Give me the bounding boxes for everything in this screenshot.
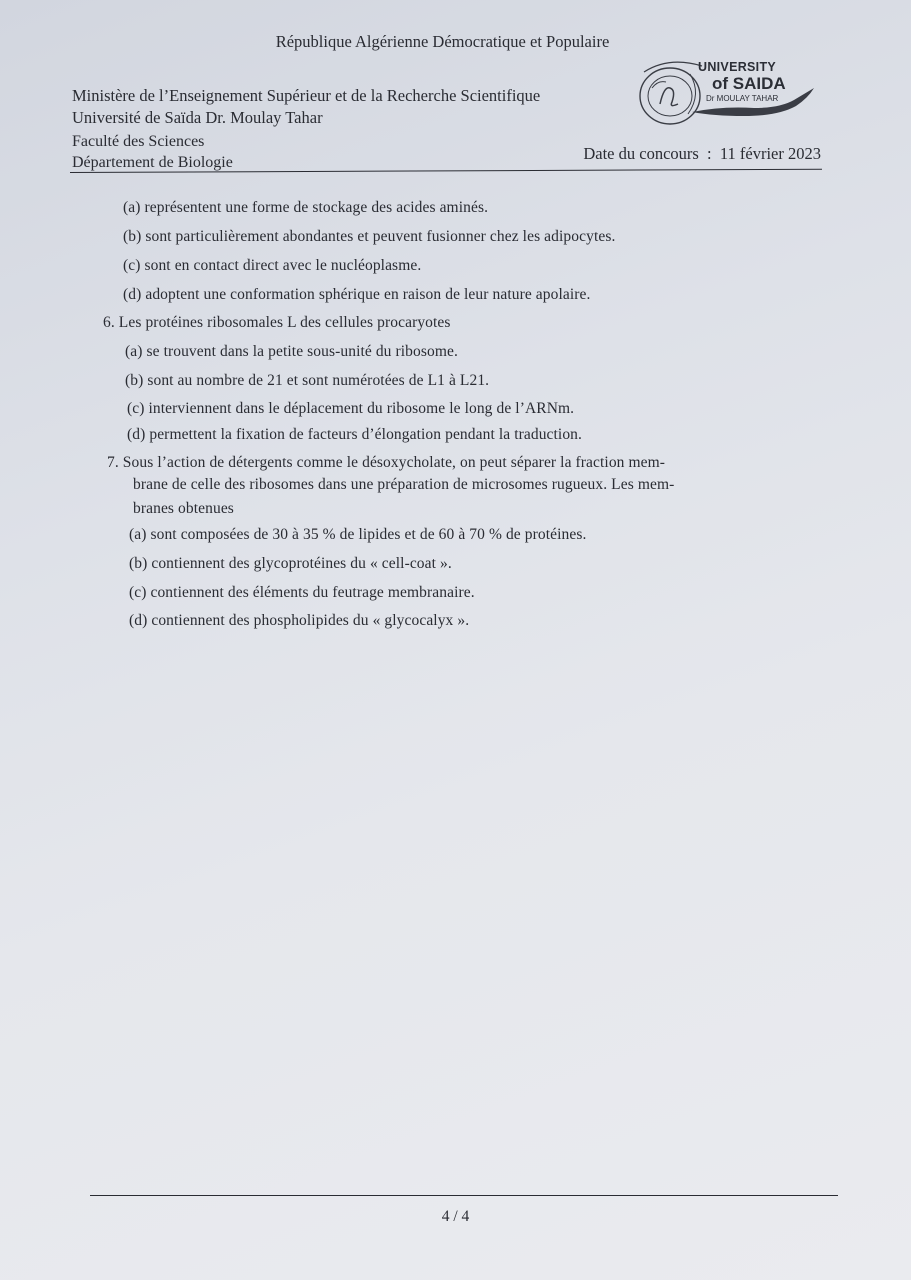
q5-option-d: (d) adoptent une conformation sphérique en raison de leur nature apolaire. [123,286,591,303]
q7-option-a: (a) sont composées de 30 à 35 % de lipides et de 60 à 70 % de protéines. [129,526,587,543]
university-logo [632,54,818,136]
logo-text-university: UNIVERSITY [698,60,777,74]
faculty-name: Faculté des Sciences [72,133,205,150]
logo-text-saida: of SAIDA [712,74,786,93]
q6-option-d: (d) permettent la fixation de facteurs d’élongation pendant la traduction. [127,426,583,443]
logo-text-dr: Dr MOULAY TAHAR [706,94,779,103]
q6-option-c: (c) interviennent dans le déplacement du ribosome le long de l’ARNm. [127,400,575,417]
exam-date: Date du concours : 11 février 2023 [583,144,821,163]
q7-stem-line-1: 7. Sous l’action de détergents comme le désoxycholate, on peut séparer la fraction mem- [107,454,666,471]
q7-option-b: (b) contiennent des glycoprotéines du « cell-coat ». [129,555,452,572]
republic-title: République Algérienne Démocratique et Populaire [275,32,610,51]
q6-stem: 6. Les protéines ribosomales L des cellules procaryotes [103,314,451,331]
q5-option-b: (b) sont particulièrement abondantes et peuvent fusionner chez les adipocytes. [123,228,616,245]
university-name: Université de Saïda Dr. Moulay Tahar [72,108,323,127]
footer-divider [90,1195,838,1196]
department-name: Département de Biologie [72,154,233,171]
ministry-name: Ministère de l’Enseignement Supérieur et de la Recherche Scientifique [72,86,541,105]
q5-option-c: (c) sont en contact direct avec le nucléoplasme. [123,257,422,274]
q7-option-d: (d) contiennent des phospholipides du « glycocalyx ». [129,612,470,629]
q6-option-b: (b) sont au nombre de 21 et sont numérotées de L1 à L21. [125,372,490,389]
page-number: 4 / 4 [441,1208,470,1225]
q7-stem-line-2: brane de celle des ribosomes dans une préparation de microsomes rugueux. Les mem- [133,476,675,493]
q7-option-c: (c) contiennent des éléments du feutrage membranaire. [129,584,475,601]
q7-stem-line-3: branes obtenues [133,500,234,517]
q5-option-a: (a) représentent une forme de stockage des acides aminés. [123,199,489,216]
q6-option-a: (a) se trouvent dans la petite sous-unité du ribosome. [125,343,458,360]
